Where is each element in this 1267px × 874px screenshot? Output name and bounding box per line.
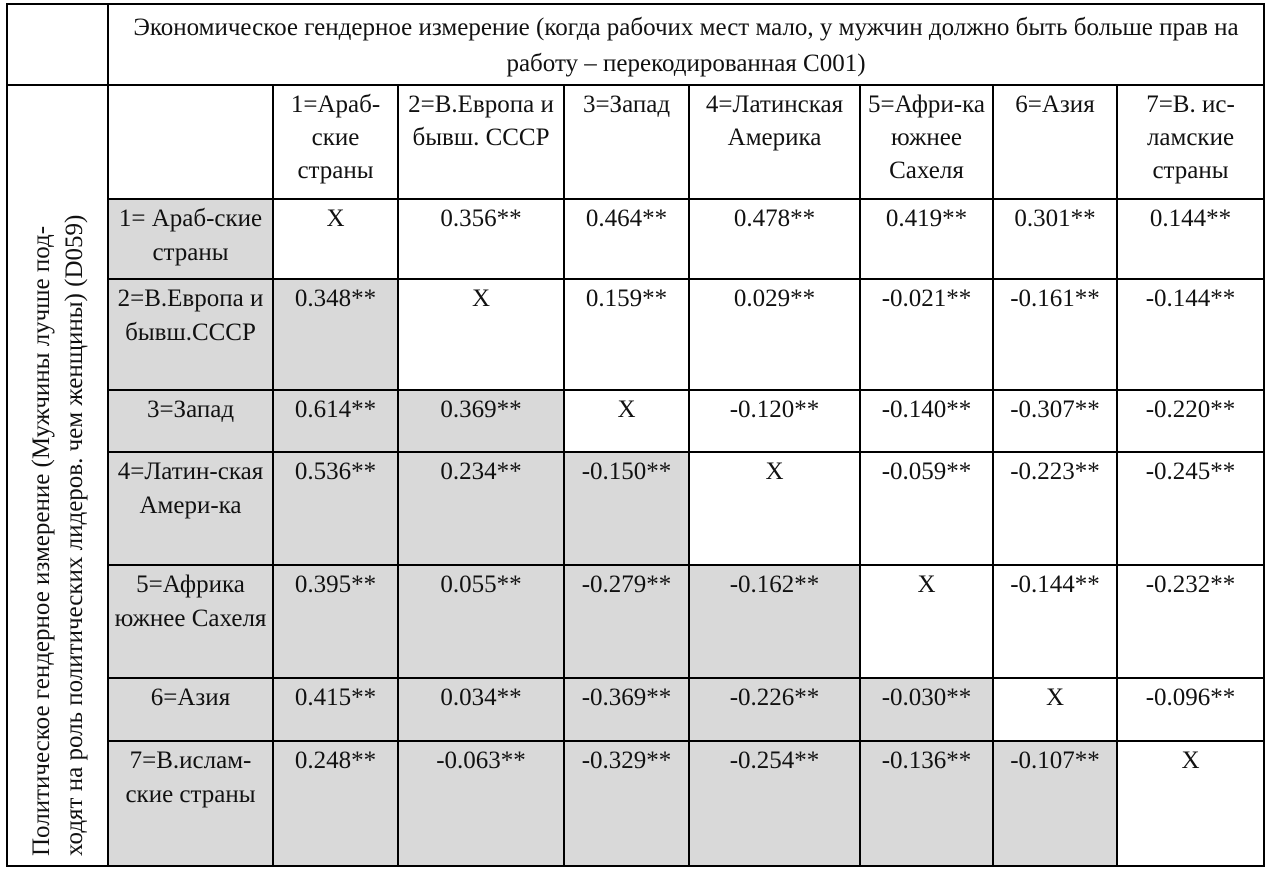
table-cell: 0.234** xyxy=(398,452,564,565)
row-header: 6=Азия xyxy=(108,678,273,741)
table-cell: -0.223** xyxy=(993,452,1117,565)
table-cell: 0.415** xyxy=(273,678,398,741)
table-cell: -0.220** xyxy=(1117,390,1264,452)
column-header: 3=Запад xyxy=(564,85,689,199)
table-cell: -0.120** xyxy=(689,390,860,452)
corner-empty-cell xyxy=(7,4,108,85)
table-cell: -0.096** xyxy=(1117,678,1264,741)
table-cell: X xyxy=(273,199,398,279)
table-cell: -0.136** xyxy=(860,741,993,866)
table-cell: -0.369** xyxy=(564,678,689,741)
table-cell: X xyxy=(1117,741,1264,866)
table-cell: 0.464** xyxy=(564,199,689,279)
table-cell: 0.159** xyxy=(564,279,689,390)
row-header: 1= Араб-ские страны xyxy=(108,199,273,279)
table-row xyxy=(7,678,1264,741)
table-cell: 0.369** xyxy=(398,390,564,452)
table-cell: 0.395** xyxy=(273,565,398,678)
political-dimension-header-text xyxy=(25,96,91,856)
table-cell: 0.055** xyxy=(398,565,564,678)
table-cell: 0.536** xyxy=(273,452,398,565)
table-cell: 0.419** xyxy=(860,199,993,279)
table-cell: 0.614** xyxy=(273,390,398,452)
table-cell: 0.248** xyxy=(273,741,398,866)
table-cell: X xyxy=(398,279,564,390)
row-header: 4=Латин-ская Амери-ка xyxy=(108,452,273,565)
table-cell: X xyxy=(689,452,860,565)
row-header: 3=Запад xyxy=(108,390,273,452)
table-cell: X xyxy=(860,565,993,678)
column-header: 1=Араб-ские страны xyxy=(273,85,398,199)
table-cell: -0.021** xyxy=(860,279,993,390)
table-cell: -0.232** xyxy=(1117,565,1264,678)
table-row xyxy=(7,199,1264,279)
table-cell: -0.063** xyxy=(398,741,564,866)
table-cell: -0.030** xyxy=(860,678,993,741)
table-cell: 0.029** xyxy=(689,279,860,390)
row-header-blank xyxy=(108,85,273,199)
table-cell: -0.329** xyxy=(564,741,689,866)
economic-dimension-header: Экономическое гендерное измерение (когда рабочих мест мало, у мужчин должно быть больше прав на работу – перекодированная С001) xyxy=(108,4,1264,85)
political-dimension-header-line-2: ходят на роль политических лидеров. чем женщины) (D059) xyxy=(60,214,88,856)
column-header: 5=Афри-ка южнее Сахеля xyxy=(860,85,993,199)
table-cell: 0.348** xyxy=(273,279,398,390)
table-cell: -0.140** xyxy=(860,390,993,452)
table-cell: 0.356** xyxy=(398,199,564,279)
table-cell: 0.301** xyxy=(993,199,1117,279)
table-cell: -0.144** xyxy=(1117,279,1264,390)
table-cell: -0.059** xyxy=(860,452,993,565)
column-header: 2=В.Европа и бывш. СССР xyxy=(398,85,564,199)
table-cell: -0.254** xyxy=(689,741,860,866)
table-cell: -0.161** xyxy=(993,279,1117,390)
table-row xyxy=(7,279,1264,390)
table-row xyxy=(7,452,1264,565)
political-dimension-header xyxy=(7,85,108,866)
table-cell: -0.107** xyxy=(993,741,1117,866)
table-cell: -0.307** xyxy=(993,390,1117,452)
table-cell: 0.144** xyxy=(1117,199,1264,279)
table-cell: -0.226** xyxy=(689,678,860,741)
table-cell: -0.245** xyxy=(1117,452,1264,565)
row-header: 5=Африка южнее Сахеля xyxy=(108,565,273,678)
column-header: 6=Азия xyxy=(993,85,1117,199)
correlation-table xyxy=(6,3,1265,867)
table-row xyxy=(7,565,1264,678)
row-header: 7=В.ислам-ские страны xyxy=(108,741,273,866)
column-header: 7=В. ис-ламские страны xyxy=(1117,85,1264,199)
table-cell: -0.279** xyxy=(564,565,689,678)
table-cell: -0.144** xyxy=(993,565,1117,678)
table-row xyxy=(7,741,1264,866)
table-cell: X xyxy=(564,390,689,452)
column-header: 4=Латинская Америка xyxy=(689,85,860,199)
row-header: 2=В.Европа и бывш.СССР xyxy=(108,279,273,390)
political-dimension-header-line-1: Политическое гендерное измерение (Мужчины лучше под- xyxy=(27,225,55,856)
table-cell: 0.478** xyxy=(689,199,860,279)
table-cell: -0.150** xyxy=(564,452,689,565)
table-cell: 0.034** xyxy=(398,678,564,741)
table-cell: -0.162** xyxy=(689,565,860,678)
table-cell: X xyxy=(993,678,1117,741)
table-row xyxy=(7,390,1264,452)
